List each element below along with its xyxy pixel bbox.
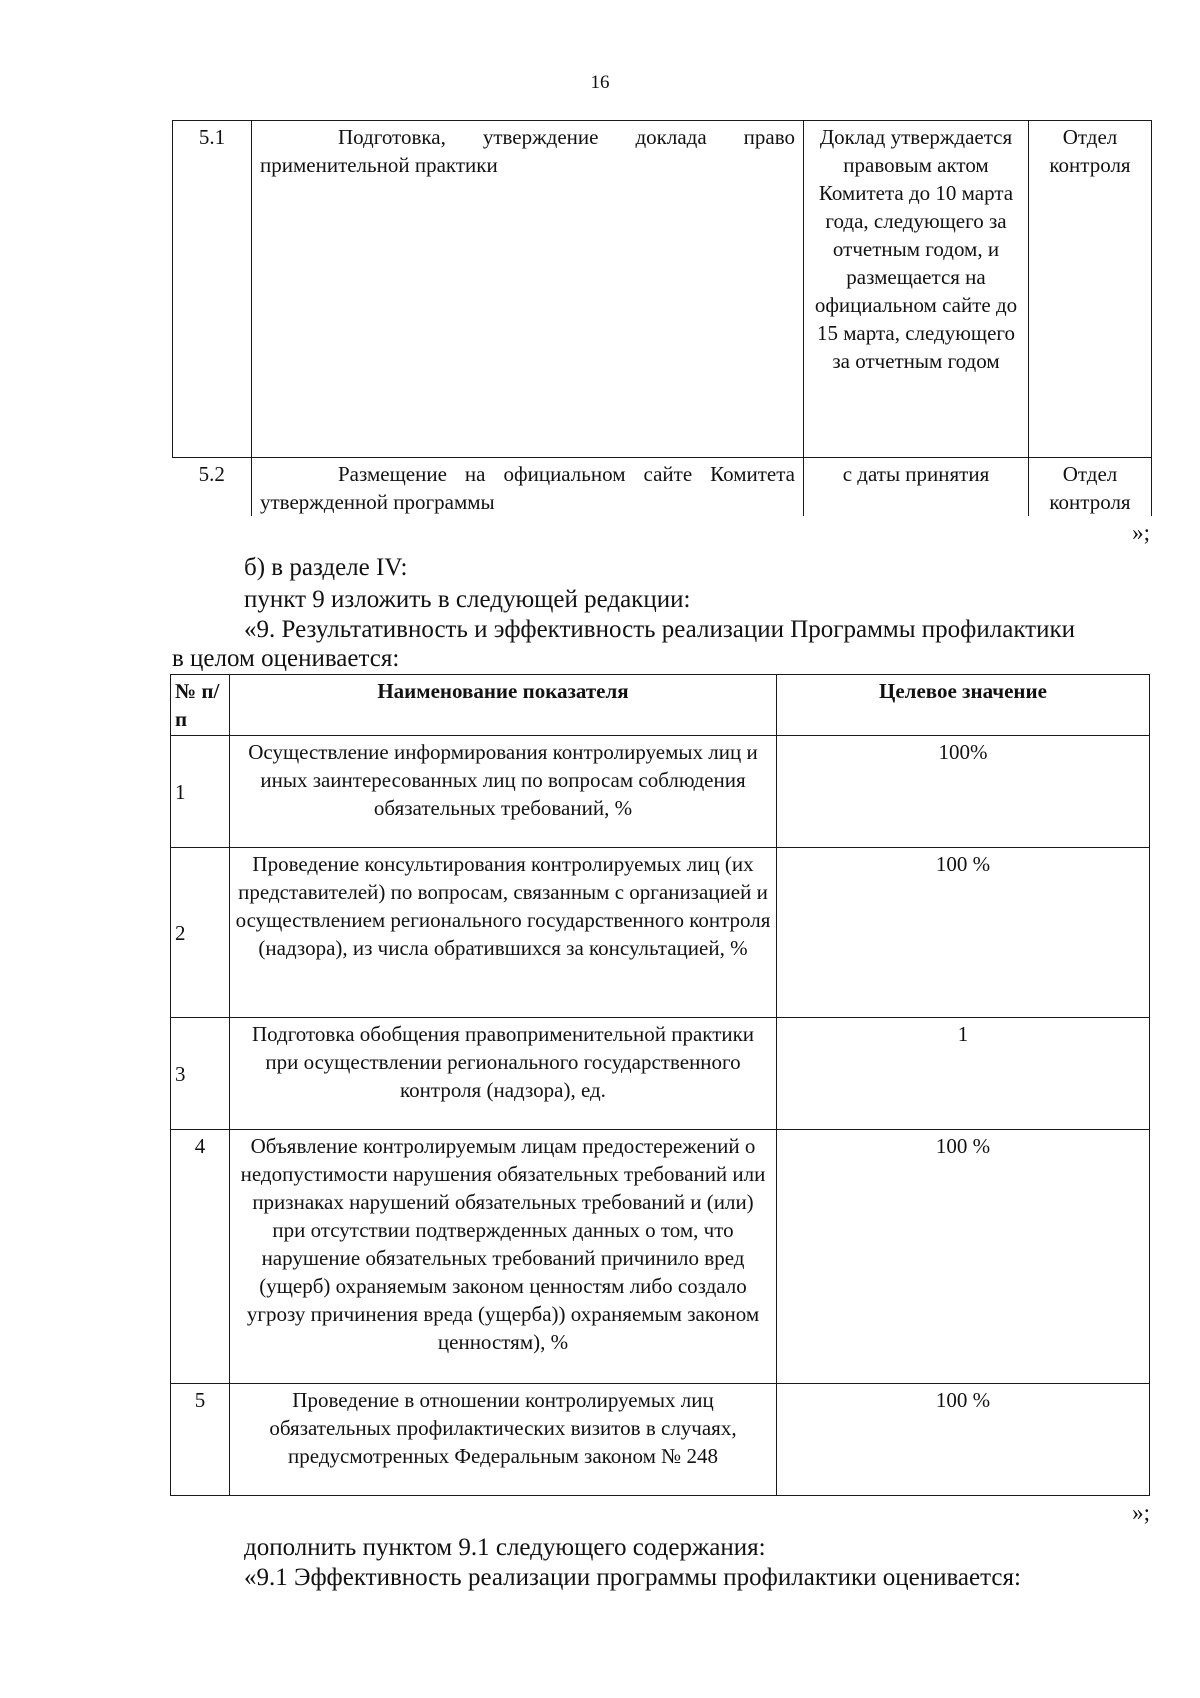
quote-close: »; xyxy=(1132,1500,1150,1525)
activity-term: с даты принятия xyxy=(804,458,1029,517)
paragraph-section-b: б) в разделе IV: xyxy=(244,554,408,581)
table-row xyxy=(173,458,1152,517)
indicator-name: Объявление контролируемым лицам предостережений о недопустимости нарушения обязательных требований или признаках нарушений обязательных требований и (или) при отсутствии подтвержденных данных о том, что нарушение обязательных требований причинило вред (ущерб) охраняемым законом ценностям либо создало угрозу причинения вреда (ущерба)) охраняемым законом ценностям), % xyxy=(230,1130,777,1384)
target-value: 100 % xyxy=(777,1384,1150,1496)
activities-table xyxy=(172,120,1152,516)
table-row xyxy=(171,1018,1150,1130)
table-row xyxy=(171,736,1150,848)
target-value: 1 xyxy=(777,1018,1150,1130)
table-row xyxy=(171,848,1150,1018)
target-value: 100 % xyxy=(777,848,1150,1018)
header-target-value: Целевое значение xyxy=(777,675,1150,736)
activity-responsible: Отдел контроля xyxy=(1029,121,1152,458)
header-indicator-name: Наименование показателя xyxy=(230,675,777,736)
header-number: № п/п xyxy=(171,675,230,736)
activity-name: Подготовка, утверждение доклада право применительной практики xyxy=(252,121,804,458)
row-number: 5 xyxy=(171,1384,230,1496)
row-number: 4 xyxy=(171,1130,230,1384)
table-row xyxy=(173,121,1152,458)
indicator-name: Осуществление информирования контролируемых лиц и иных заинтересованных лиц по вопросам соблюдения обязательных требований, % xyxy=(230,736,777,848)
row-number: 5.2 xyxy=(173,458,252,517)
indicator-name: Подготовка обобщения правоприменительной практики при осуществлении регионального государственного контроля (надзора), ед. xyxy=(230,1018,777,1130)
paragraph-item-9: пункт 9 изложить в следующей редакции: xyxy=(244,586,691,613)
paragraph-9-1: «9.1 Эффективность реализации программы профилактики оценивается: xyxy=(244,1564,1021,1591)
table-header-row xyxy=(171,675,1150,736)
indicator-name: Проведение в отношении контролируемых лиц обязательных профилактических визитов в случаях, предусмотренных Федеральным законом № 248 xyxy=(230,1384,777,1496)
target-value: 100% xyxy=(777,736,1150,848)
row-number: 2 xyxy=(171,848,230,1018)
quote-close: »; xyxy=(1132,520,1150,545)
activity-name: Размещение на официальном сайте Комитета утвержденной программы xyxy=(252,458,804,517)
page-number: 16 xyxy=(590,72,610,93)
paragraph-9-line2: в целом оценивается: xyxy=(172,645,400,672)
paragraph-9-line1: «9. Результативность и эффективность реализации Программы профилактики xyxy=(244,616,1075,643)
activity-responsible: Отдел контроля xyxy=(1029,458,1152,517)
row-number: 3 xyxy=(171,1018,230,1130)
indicators-table xyxy=(170,674,1150,1496)
table-row xyxy=(171,1130,1150,1384)
row-number: 5.1 xyxy=(173,121,252,458)
indicator-name: Проведение консультирования контролируемых лиц (их представителей) по вопросам, связанным с организацией и осуществлением регионального государственного контроля (надзора), из числа обратившихся за консультацией, % xyxy=(230,848,777,1018)
target-value: 100 % xyxy=(777,1130,1150,1384)
paragraph-add-9-1: дополнить пунктом 9.1 следующего содержания: xyxy=(244,1534,766,1561)
row-number: 1 xyxy=(171,736,230,848)
table-row xyxy=(171,1384,1150,1496)
activity-term: Доклад утверждается правовым актом Комитета до 10 марта года, следующего за отчетным годом, и размещается на официальном сайте до 15 марта, следующего за отчетным годом xyxy=(804,121,1029,458)
